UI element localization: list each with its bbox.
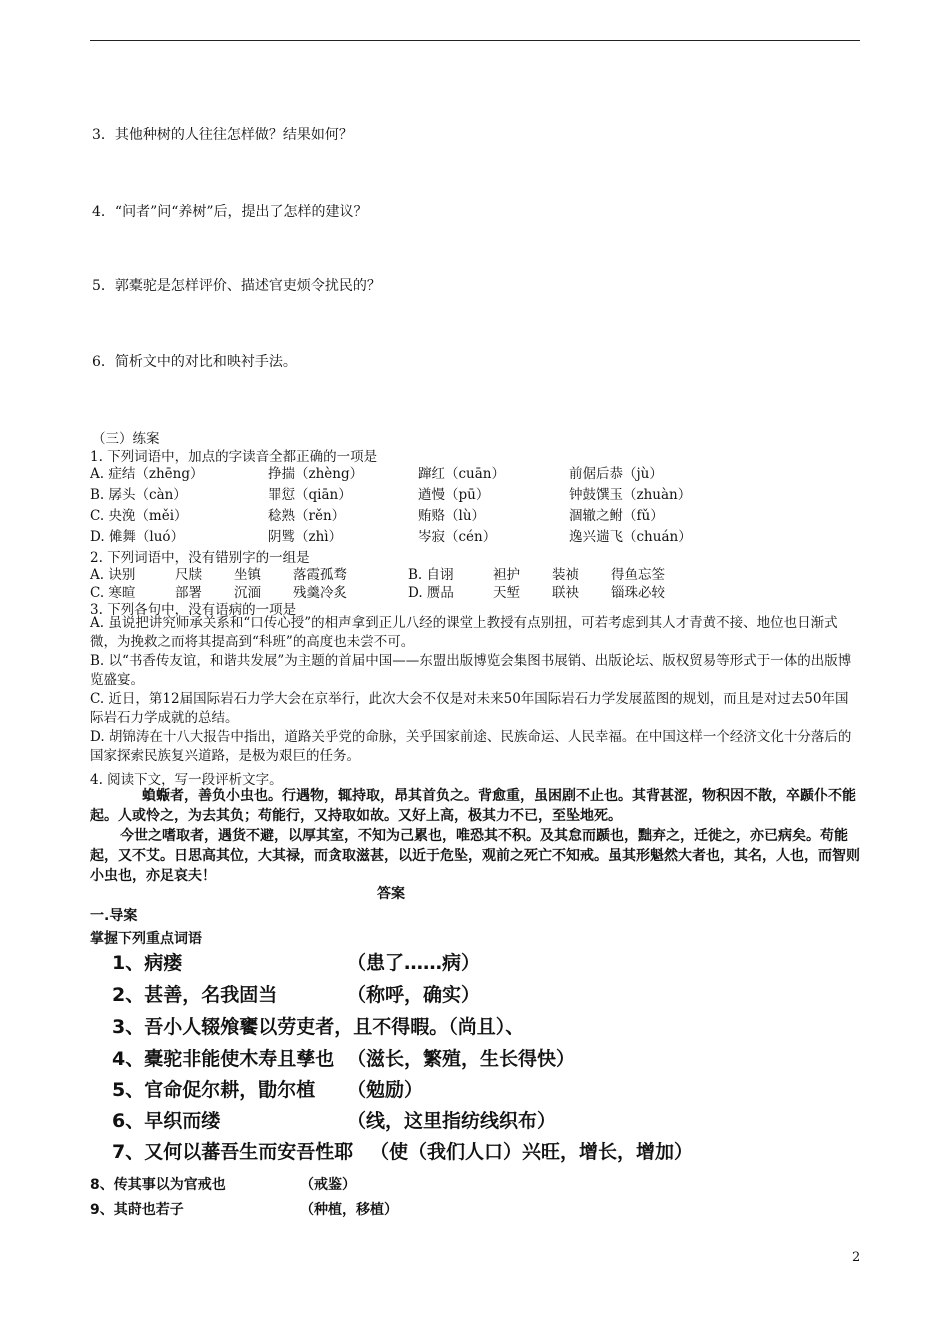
- answers-section: 一.导案: [90, 908, 138, 924]
- q1-option-d3: 岑寂（cén）: [418, 529, 497, 545]
- practice-q4: 4. 阅读下文，写一段评析文字。: [90, 772, 283, 788]
- q1-option-c4: 涸辙之鲋（fǔ）: [569, 508, 664, 524]
- q2-b-label: B. 自诩: [408, 567, 454, 583]
- passage-paragraph-1: 蝜蝂者，善负小虫也。行遇物，辄持取，昂其首负之。背愈重，虽困剧不止也。其背甚涩，物积因不散，卒踬仆不能起。人或怜之，为去其负；苟能行，又持取如故。又好上高，极其力不已，至坠地死。: [90, 788, 856, 824]
- q1-option-d4: 逸兴遄飞（chuán）: [569, 529, 692, 545]
- q1-option-b4: 钟鼓馔玉（zhuàn）: [569, 487, 692, 503]
- answer-item-5: 5、官命促尔耕，勖尔植: [112, 1079, 316, 1101]
- q2-b-3: 装祯: [552, 567, 579, 583]
- q2-d-4: 锱珠必较: [611, 585, 665, 601]
- answer-gloss-6: （线，这里指纺线织布）: [347, 1110, 557, 1132]
- answer-gloss-8: （戒鉴）: [300, 1177, 356, 1193]
- question-5: 5．郭橐驼是怎样评价、描述官吏烦令扰民的？: [92, 278, 381, 294]
- q1-option-d2: 阴骘（zhì）: [268, 529, 343, 545]
- page-number: 2: [852, 1250, 861, 1265]
- q2-d-3: 联袂: [552, 585, 579, 601]
- q1-option-b1: B. 孱头（càn）: [90, 487, 187, 503]
- q2-b-2: 袒护: [493, 567, 520, 583]
- q2-d-2: 天堑: [493, 585, 520, 601]
- answer-gloss-7: （使（我们人口）兴旺，增长，增加）: [370, 1141, 694, 1163]
- practice-q3: 3. 下列各句中，没有语病的一项是: [90, 602, 297, 618]
- header-rule: [90, 40, 860, 41]
- q1-option-c3: 贿赂（lù）: [418, 508, 486, 524]
- answer-item-2: 2、甚善，名我固当: [112, 984, 278, 1006]
- answer-item-3: 3、吾小人辍飧饔以劳吏者，且不得暇。（尚且）、: [112, 1016, 525, 1038]
- q1-option-a1: A. 症结（zhēng）: [90, 466, 204, 482]
- q2-a-label: A. 诀别: [90, 567, 136, 583]
- answer-gloss-9: （种植，移植）: [300, 1202, 398, 1218]
- q3-option-d: D. 胡锦涛在十八大报告中指出，道路关乎党的命脉，关乎国家前途、民族命运、人民幸福。在中国这样一个经济文化十分落后的国家探索民族复兴道路，是极为艰巨的任务。: [90, 729, 852, 764]
- answers-heading: 答案: [377, 886, 405, 902]
- q2-c-label: C. 寒暄: [90, 585, 136, 601]
- q1-option-b3: 遒慢（pū）: [418, 487, 490, 503]
- answer-item-8: 8、传其事以为官戒也: [90, 1177, 226, 1193]
- q1-option-c1: C. 央浼（měi）: [90, 508, 188, 524]
- q2-d-label: D. 赝品: [408, 585, 454, 601]
- q2-c-3: 沉湎: [234, 585, 261, 601]
- answer-gloss-2: （称呼，确实）: [347, 984, 481, 1006]
- question-3: 3．其他种树的人往往怎样做？结果如何？: [92, 127, 353, 143]
- answers-subheading: 掌握下列重点词语: [90, 931, 202, 947]
- q2-a-4: 落霞孤骛: [293, 567, 347, 583]
- q1-option-b2: 罪愆（qiān）: [268, 487, 352, 503]
- answer-item-7: 7、又何以蕃吾生而安吾性耶: [112, 1141, 354, 1163]
- q3-option-c: C. 近日，第12届国际岩石力学大会在京举行，此次大会不仅是对未来50年国际岩石力学发展蓝图的规划，而且是对过去50年国际岩石力学成就的总结。: [90, 691, 849, 726]
- question-4: 4．“问者”问“养树”后，提出了怎样的建议？: [92, 204, 368, 220]
- answer-item-6: 6、早织而缕: [112, 1110, 221, 1132]
- q2-c-2: 部署: [175, 585, 202, 601]
- practice-heading: （三）练案: [92, 431, 160, 447]
- q3-option-b: B. 以“书香传友谊，和谐共发展”为主题的首届中国——东盟出版博览会集图书展销、出版论坛、版权贸易等形式于一体的出版博览盛宴。: [90, 653, 852, 688]
- q1-option-a2: 挣揣（zhèng）: [268, 466, 364, 482]
- practice-q2: 2. 下列词语中，没有错别字的一组是: [90, 550, 310, 566]
- q1-option-c2: 稔熟（rěn）: [268, 508, 346, 524]
- answer-item-4: 4、橐驼非能使木寿且孳也: [112, 1048, 335, 1070]
- q1-option-d1: D. 傩舞（luó）: [90, 529, 185, 545]
- q3-option-a: A. 虽说把讲究师承关系和“口传心授”的相声拿到正儿八经的课堂上教授有点别扭，可若考虑到其人才青黄不接、地位也日渐式微，为挽救之而将其提高到“科班”的高度也未尝不可。: [90, 615, 838, 650]
- q2-a-2: 尺牍: [175, 567, 202, 583]
- answer-gloss-5: （勉励）: [347, 1079, 424, 1101]
- q1-option-a3: 蹿红（cuān）: [418, 466, 505, 482]
- answer-item-9: 9、其莳也若子: [90, 1202, 184, 1218]
- answer-item-1: 1、病瘘: [112, 952, 183, 974]
- q2-b-4: 得鱼忘筌: [611, 567, 665, 583]
- practice-q1: 1. 下列词语中，加点的字读音全都正确的一项是: [90, 449, 378, 465]
- question-6: 6．简析文中的对比和映衬手法。: [92, 354, 297, 370]
- q1-option-a4: 前倨后恭（jù）: [569, 466, 663, 482]
- q2-c-4: 残羹冷炙: [293, 585, 347, 601]
- answer-gloss-1: （患了……病）: [347, 952, 481, 974]
- passage-paragraph-2: 今世之嗜取者，遇货不避，以厚其室，不知为己累也，唯恐其不积。及其怠而踬也，黜弃之，迁徙之，亦已病矣。苟能起，又不艾。日思高其位，大其禄，而贪取滋甚，以近于危坠，观前之死亡不知戒。虽其形魁然大者也，其名，人也，而智则小虫也，亦足哀夫！: [90, 828, 860, 884]
- q2-a-3: 坐镇: [234, 567, 261, 583]
- answer-gloss-4: （滋长，繁殖，生长得快）: [347, 1048, 576, 1070]
